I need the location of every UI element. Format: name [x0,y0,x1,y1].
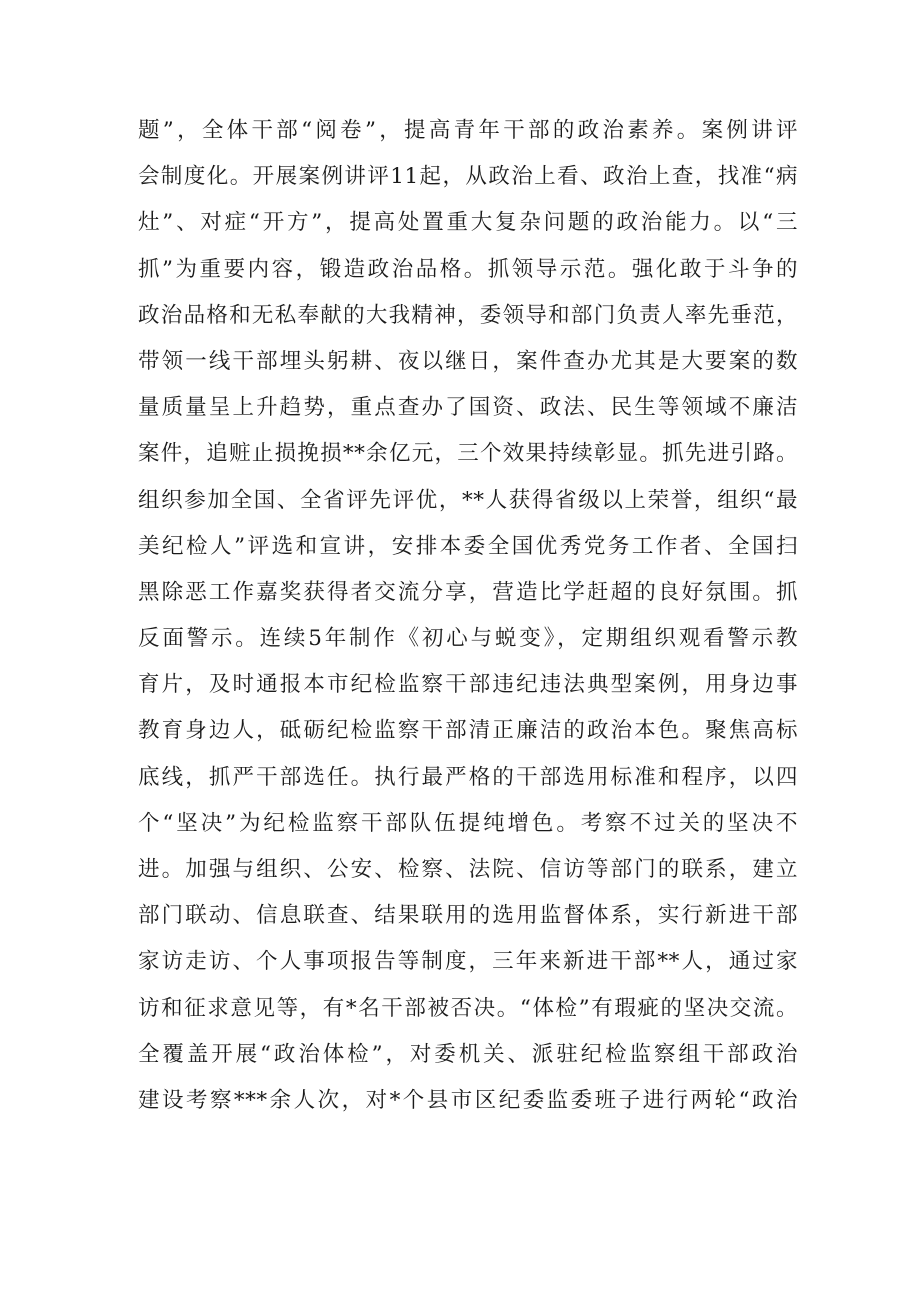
text-line: 部门联动、信息联查、结果联用的选用监督体系，实行新进干部 [138,903,798,929]
text-line: 建设考察***余人次，对*个县市区纪委监委班子进行两轮“政治 [138,1087,798,1113]
text-line: 带领一线干部埋头躬耕、夜以继日，案件查办尤其是大要案的数 [138,348,798,374]
text-line: 案件，追赃止损挽损**余亿元，三个效果持续彰显。抓先进引路。 [138,441,798,467]
text-line: 反面警示。连续5年制作《初心与蜕变》，定期组织观看警示教 [138,626,798,652]
text-line: 进。加强与组织、公安、检察、法院、信访等部门的联系，建立 [138,857,798,882]
text-line: 个“坚决”为纪检监察干部队伍提纯增色。考察不过关的坚决不 [138,810,798,836]
text-line: 抓”为重要内容，锻造政治品格。抓领导示范。强化敢于斗争的 [138,256,798,282]
text-line: 教育身边人，砥砺纪检监察干部清正廉洁的政治本色。聚焦高标 [138,718,798,744]
text-line: 组织参加全国、全省评先评优，**人获得省级以上荣誉，组织“最 [138,487,798,513]
text-line: 美纪检人”评选和宣讲，安排本委全国优秀党务工作者、全国扫 [138,533,798,559]
text-line: 题”，全体干部“阅卷”，提高青年干部的政治素养。案例讲评 [138,118,798,143]
text-line: 底线，抓严干部选任。执行最严格的干部选用标准和程序，以四 [138,764,798,790]
text-line: 全覆盖开展“政治体检”，对委机关、派驻纪检监察组干部政治 [138,1041,798,1067]
text-line: 政治品格和无私奉献的大我精神，委领导和部门负责人率先垂范， [138,302,798,328]
text-line: 灶”、对症“开方”，提高处置重大复杂问题的政治能力。以“三 [138,210,798,236]
text-line: 会制度化。开展案例讲评11起，从政治上看、政治上查，找准“病 [138,164,798,190]
text-line: 访和征求意见等，有*名干部被否决。“体检”有瑕疵的坚决交流。 [138,995,798,1021]
text-line: 量质量呈上升趋势，重点查办了国资、政法、民生等领域不廉洁 [138,395,798,421]
text-line: 家访走访、个人事项报告等制度，三年来新进干部**人，通过家 [138,949,798,975]
body-paragraph [138,108,798,1124]
text-line: 育片，及时通报本市纪检监察干部违纪违法典型案例，用身边事 [138,672,798,698]
text-line: 黑除恶工作嘉奖获得者交流分享，营造比学赶超的良好氛围。抓 [138,579,798,605]
